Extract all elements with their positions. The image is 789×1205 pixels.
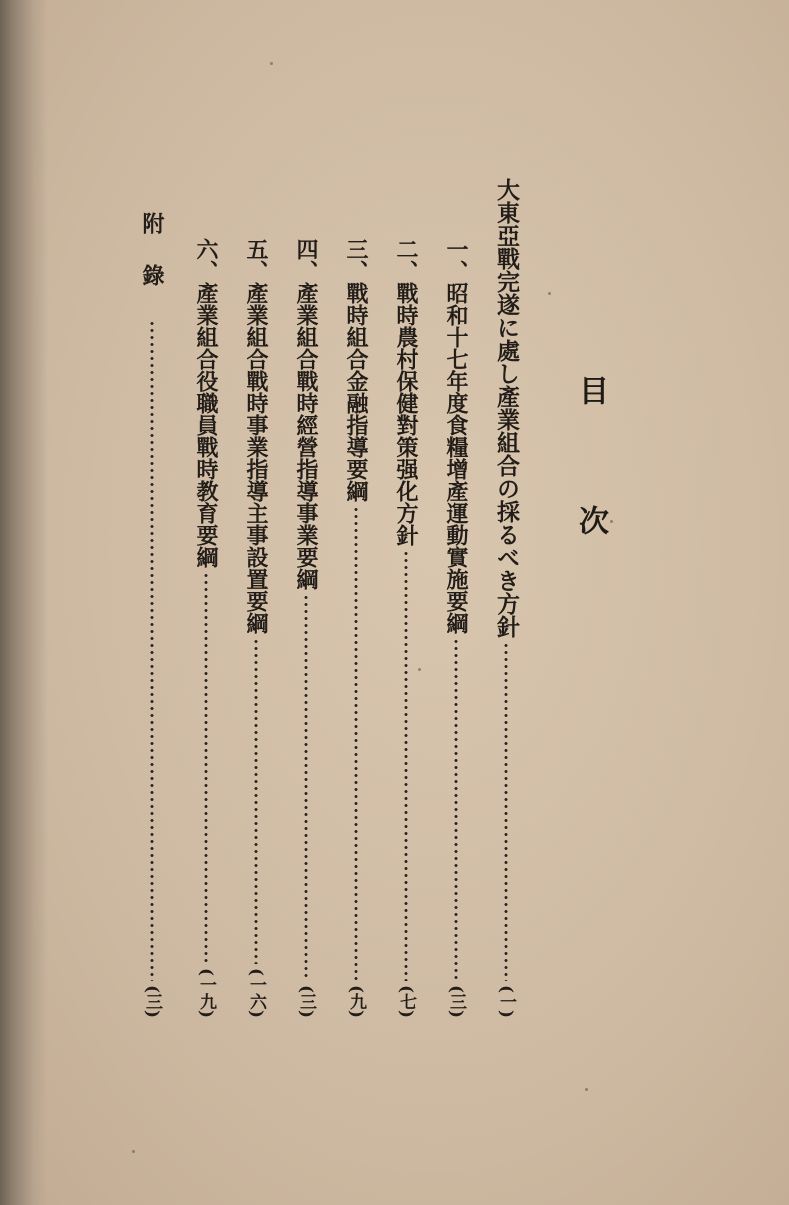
toc-entry-page: (一九) [196,967,216,1018]
paper-speck [270,62,273,65]
paper-speck [548,292,551,295]
toc-entry-page: (三) [446,984,466,1018]
toc-entry-page: (七) [396,984,416,1018]
toc-entry-2[interactable] [392,238,420,1018]
toc-entry-page: (一六) [246,967,266,1018]
toc-entry-1[interactable] [442,238,470,1018]
dot-leader [354,506,358,981]
toc-entry-page: (三) [142,984,162,1018]
toc-entry-4[interactable] [292,238,320,1018]
toc-entry-5[interactable] [242,238,270,1018]
dot-leader [504,642,508,981]
dot-leader [454,638,458,981]
toc-entry-page: (一) [496,984,516,1018]
toc-entry-page: (九) [346,984,366,1018]
toc-entry-label: 五、產業組合戰時事業指導主事設置要綱 [243,238,269,634]
book-spine-shadow [0,0,48,1205]
toc-entry-label: 大東亞戰完遂に處し產業組合の採るべき方針 [493,178,520,638]
toc-entry-3[interactable] [342,238,370,1018]
toc-entry-label: 三、戰時組合金融指導要綱 [343,238,369,502]
dot-leader [204,572,208,964]
dot-leader [304,594,308,981]
paper-speck [132,1150,135,1153]
toc-heading: 目次 [573,375,608,635]
toc-entry-label: 附錄 [139,212,165,316]
dot-leader [404,550,408,981]
paper-speck [585,1088,588,1091]
dot-leader [254,638,258,964]
toc-entry-main[interactable] [492,178,520,1018]
toc-entry-label: 一、昭和十七年度食糧增產運動實施要綱 [443,238,469,634]
toc-entry-label: 四、產業組合戰時經營指導事業要綱 [293,238,319,590]
toc-entry-page: (三) [296,984,316,1018]
toc-entry-label: 六、產業組合役職員戰時教育要綱 [193,238,219,568]
toc-entry-appendix[interactable] [138,212,166,1018]
toc-entry-label: 二、戰時農村保健對策强化方針 [393,238,419,546]
toc-entry-6[interactable] [192,238,220,1018]
paper-speck [610,520,613,523]
dot-leader [150,320,154,981]
